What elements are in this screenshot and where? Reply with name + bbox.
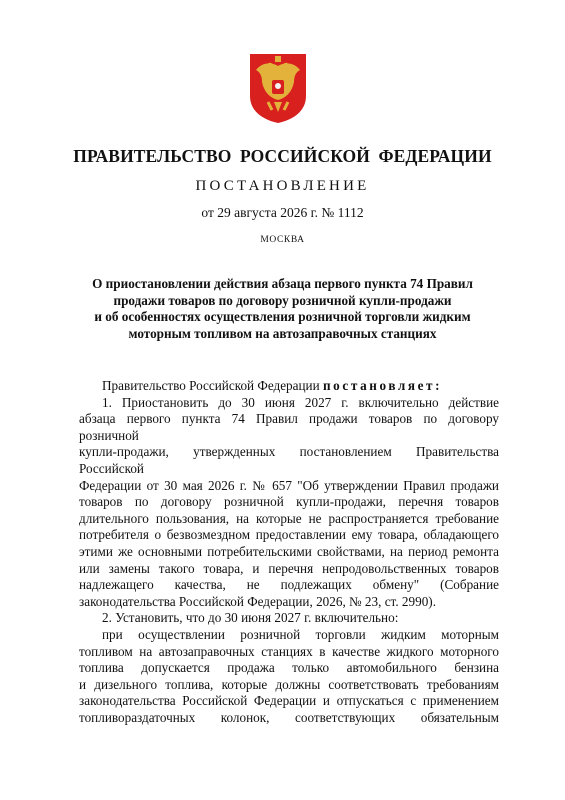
item2-line: топливораздаточных колонок, соответствующих обязательным [79, 709, 499, 725]
document-title [60, 276, 505, 342]
document-body [79, 378, 499, 726]
item1-line: этими же основными потребительскими свойствами, на период ремонта [79, 543, 499, 559]
title-line: продажи товаров по договору розничной купли-продажи [113, 292, 452, 308]
item1-line: Федерации от 30 мая 2026 г. № 657 "Об утверждении Правил продажи [79, 477, 499, 493]
document-city: МОСКВА [260, 235, 305, 245]
item2-line: и дизельного топлива, которые должны соответствовать требованиям [79, 676, 499, 692]
intro-verb: постановляет: [322, 378, 443, 393]
title-line: моторным топливом на автозаправочных станциях [128, 325, 437, 341]
item1-line: 1. Приостановить до 30 июня 2027 г. включительно действие [102, 394, 499, 410]
intro-prefix: Правительство Российской Федерации [102, 378, 320, 393]
item1-line: абзаца первого пункта 74 Правил продажи товаров по договору розничной [79, 411, 499, 443]
item1-line: длительного пользования, на которые не распространяется требование [79, 510, 499, 526]
item1-line: товаров по договору розничной купли-продажи, перечня товаров [79, 494, 499, 510]
title-line: и об особенностях осуществления розничной торговли жидким [94, 309, 471, 324]
intro-paragraph [79, 378, 499, 395]
item2-line: топливом на автозаправочных станциях в качестве жидкого моторного [79, 643, 499, 659]
item2-line: при осуществлении розничной торговли жидким моторным [102, 626, 499, 642]
item1-line: или замены такого товара, и перечня непродовольственных товаров [79, 560, 499, 576]
item2-line: законодательства Российской Федерации и отпускаться с применением [79, 693, 499, 709]
item1-line: законодательства Российской Федерации, 2026, № 23, ст. 2990). [79, 593, 436, 609]
item1-line: надлежащего качества, не подлежащих обмену" (Собрание [79, 577, 499, 593]
title-line: О приостановлении действия абзаца первого пункта 74 Правил [92, 276, 473, 291]
issuing-authority: ПРАВИТЕЛЬСТВО РОССИЙСКОЙ ФЕДЕРАЦИИ [73, 146, 492, 166]
item1-line: потребителя о безвозмездном предоставлении ему товара, обладающего [79, 527, 499, 543]
item2-heading: 2. Установить, что до 30 июня 2027 г. включительно: [102, 610, 399, 626]
item1-line: купли-продажи, утвержденных постановлением Правительства Российской [79, 444, 499, 476]
item2-line: топлива допускается продажа только автомобильного бензина [79, 660, 499, 676]
coat-of-arms-emblem [248, 52, 308, 124]
document-type: ПОСТАНОВЛЕНИЕ [195, 178, 370, 194]
document-date-number: от 29 августа 2026 г. № 1112 [201, 205, 364, 220]
